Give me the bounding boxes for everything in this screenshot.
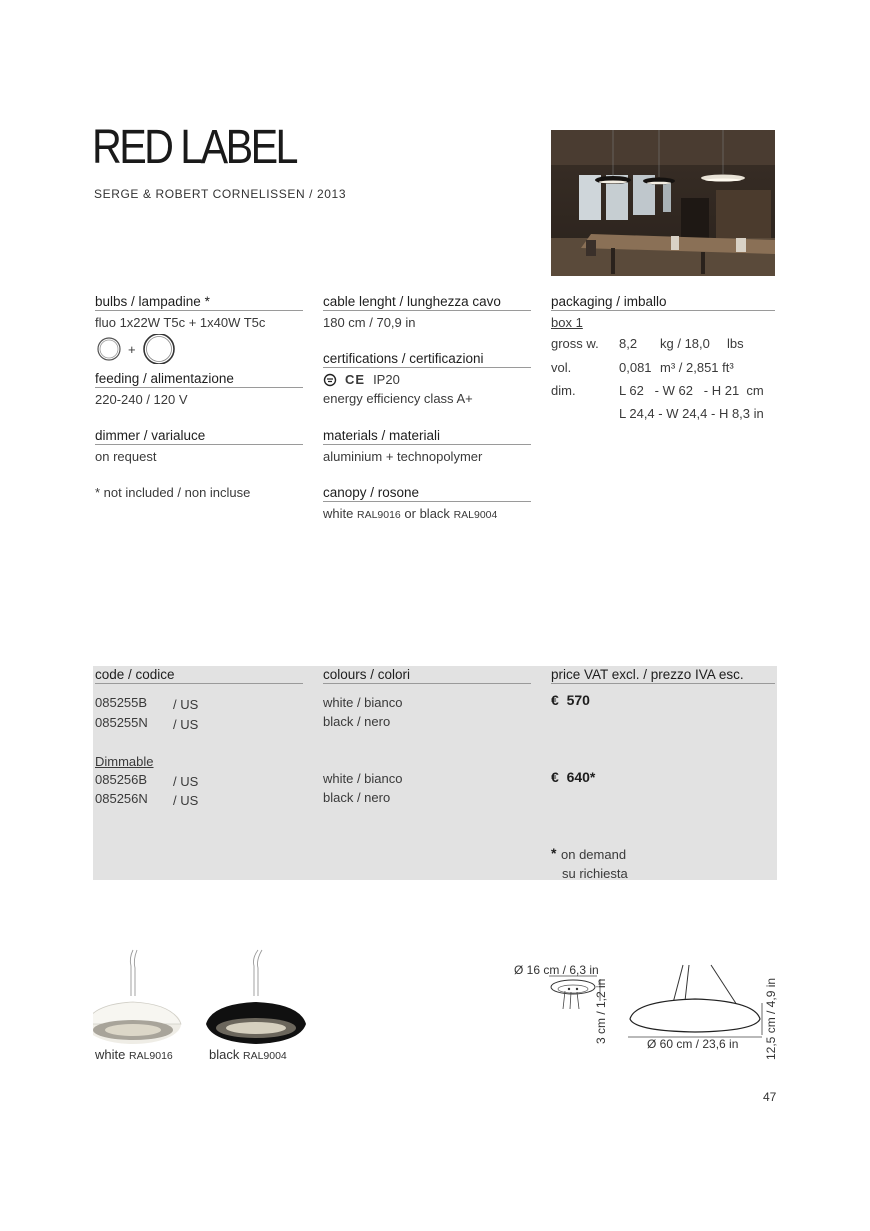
- demand-note-it: su richiesta: [562, 866, 628, 881]
- white-caption: [95, 1047, 173, 1062]
- bulbs-value: fluo 1x22W T5c + 1x40W T5c: [95, 315, 266, 330]
- canopy-value: [323, 504, 531, 525]
- black-caption-label: black: [209, 1047, 240, 1062]
- feeding-value: 220-240 / 120 V: [95, 392, 188, 407]
- price-header-label: price VAT excl. / prezzo IVA esc.: [551, 667, 775, 684]
- bulb-plus: +: [128, 341, 136, 357]
- white-caption-label: white: [95, 1047, 126, 1062]
- ip-rating: IP20: [373, 372, 400, 387]
- gross-weight-label: gross w.: [551, 336, 599, 351]
- bulb-shapes: [95, 334, 303, 364]
- page-number: 47: [763, 1090, 777, 1104]
- packaging-section: [551, 294, 775, 332]
- lamp-height-label: 12,5 cm / 4,9 in: [764, 977, 778, 1060]
- dimmable-label: Dimmable: [95, 754, 154, 769]
- canopy-black-ral: RAL9004: [453, 509, 498, 521]
- product-title: RED LABEL: [92, 121, 296, 174]
- black-caption: [209, 1047, 287, 1062]
- gross-weight-kg: 8,2: [619, 336, 638, 351]
- table-row-code: 085256N: [95, 791, 148, 806]
- table-row-market: / US: [173, 717, 199, 732]
- lamp-interior-photo: [551, 130, 775, 276]
- feeding-heading: feeding / alimentazione: [95, 371, 303, 388]
- table-row-colour: white / bianco: [323, 771, 403, 786]
- table-row-code: 085255B: [95, 695, 148, 710]
- demand-star: *: [551, 845, 557, 861]
- black-caption-ral: RAL9004: [242, 1050, 287, 1062]
- t5c-40w-ring-icon: [142, 334, 178, 364]
- table-row-colour: black / nero: [323, 790, 391, 805]
- lamp-diameter-label: Ø 60 cm / 23,6 in: [647, 1037, 739, 1051]
- energy-class: energy efficiency class A+: [323, 391, 473, 406]
- cert-section: [323, 351, 531, 408]
- t5c-22w-ring-icon: [95, 336, 125, 362]
- bulbs-heading: bulbs / lampadine *: [95, 294, 303, 311]
- black-lamp-wrap: [200, 948, 310, 1048]
- packaging-box: box 1: [551, 315, 583, 330]
- dimensions-in: L 24,4 - W 24,4 - H 8,3 in: [619, 406, 764, 421]
- gross-weight-lbs: kg / 18,0: [660, 336, 710, 351]
- code-header-label: code / codice: [95, 667, 303, 684]
- materials-value: aluminium + technopolymer: [323, 449, 483, 464]
- volume-label: vol.: [551, 360, 572, 375]
- table-row-market: / US: [173, 774, 199, 789]
- gross-weight-unit: lbs: [727, 336, 744, 351]
- code-header: [95, 667, 303, 684]
- canopy-or-black: or black: [404, 506, 450, 521]
- cable-section: [323, 294, 531, 332]
- canopy-diameter-label: Ø 16 cm / 6,3 in: [514, 963, 599, 977]
- white-caption-ral: RAL9016: [128, 1050, 173, 1062]
- ce-mark-icon: CE: [345, 372, 366, 387]
- packaging-heading: packaging / imballo: [551, 294, 775, 311]
- feeding-section: [95, 371, 303, 409]
- dimensions-label: dim.: [551, 383, 576, 398]
- dimmer-value: on request: [95, 449, 157, 464]
- bulbs-section: [95, 294, 303, 364]
- designer-credit: SERGE & ROBERT CORNELISSEN / 2013: [94, 187, 347, 201]
- safety-mark-icon: [323, 373, 337, 387]
- cable-heading: cable lenght / lunghezza cavo: [323, 294, 531, 311]
- materials-section: [323, 428, 531, 466]
- canopy-height-label: 3 cm / 1,2 in: [594, 978, 608, 1044]
- table-row-colour: black / nero: [323, 714, 391, 729]
- table-row-code: 085256B: [95, 772, 148, 787]
- canopy-section: [323, 485, 531, 525]
- dimensions-cm: L 62 - W 62 - H 21 cm: [619, 383, 764, 398]
- colours-header-label: colours / colori: [323, 667, 531, 684]
- materials-heading: materials / materiali: [323, 428, 531, 445]
- price-header: [551, 667, 775, 684]
- canopy-white: white: [323, 506, 354, 521]
- canopy-heading: canopy / rosone: [323, 485, 531, 502]
- demand-note-en: on demand: [561, 847, 627, 862]
- cert-marks: [323, 370, 531, 389]
- dimmer-section: [95, 428, 303, 466]
- colours-header: [323, 667, 531, 684]
- cert-heading: certifications / certificazioni: [323, 351, 531, 368]
- volume-ft3: m³ / 2,851 ft³: [660, 360, 734, 375]
- table-row-market: / US: [173, 697, 199, 712]
- bulbs-note: * not included / non incluse: [95, 485, 251, 500]
- table-row-market: / US: [173, 793, 199, 808]
- price-dimmable: € 640*: [551, 769, 596, 785]
- volume-m3: 0,081: [619, 360, 652, 375]
- cable-value: 180 cm / 70,9 in: [323, 315, 416, 330]
- black-lamp-image: [200, 948, 310, 1048]
- table-row-colour: white / bianco: [323, 695, 403, 710]
- price-standard: € 570: [551, 692, 590, 708]
- dimmer-heading: dimmer / varialuce: [95, 428, 303, 445]
- canopy-white-ral: RAL9016: [356, 509, 401, 521]
- table-row-code: 085255N: [95, 715, 148, 730]
